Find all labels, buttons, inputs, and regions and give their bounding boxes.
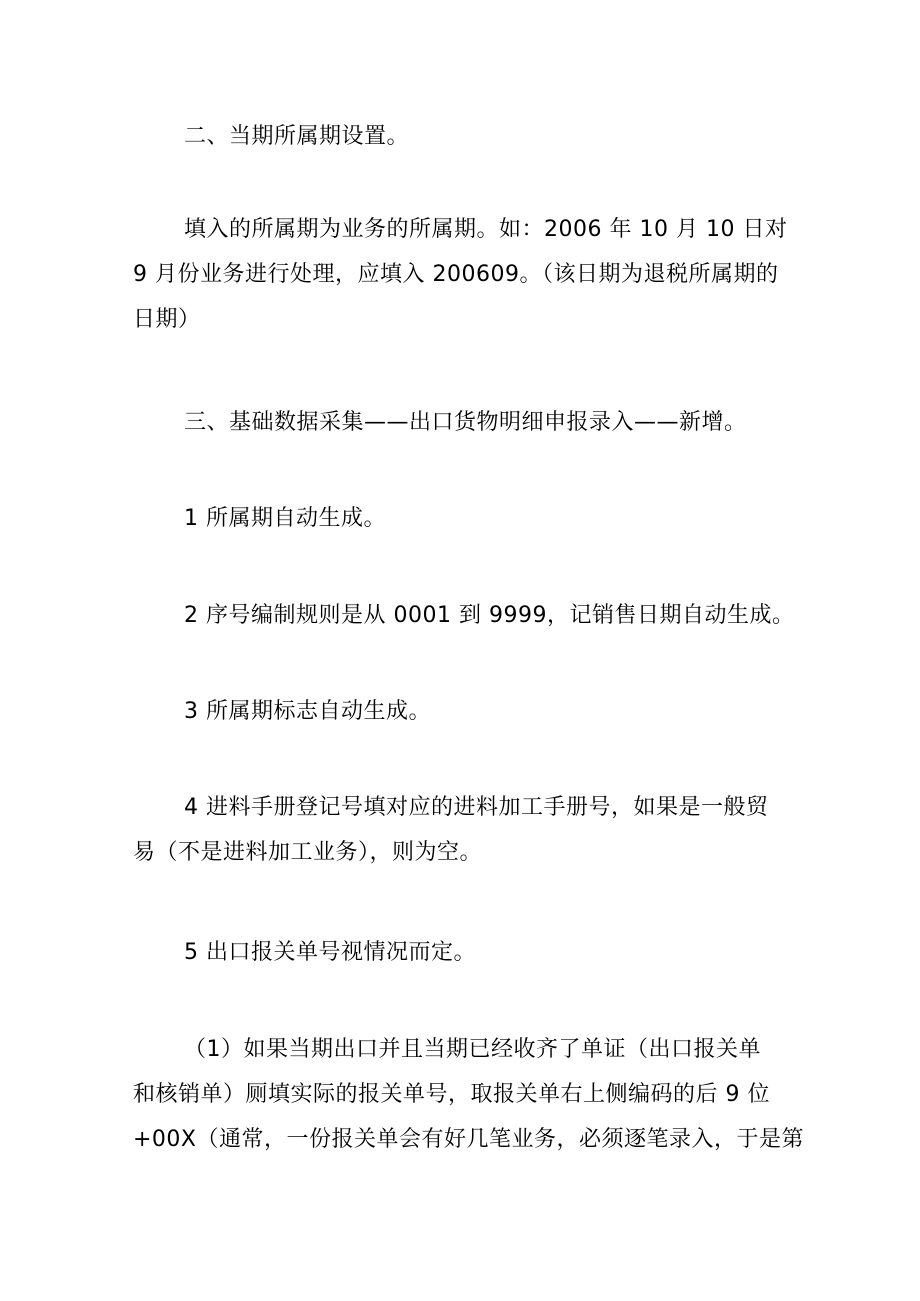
text-line: 易（不是进料加工业务），则为空。 bbox=[133, 840, 483, 865]
section-heading-2 bbox=[133, 114, 793, 159]
list-item-5 bbox=[133, 930, 793, 975]
sub-item-1 bbox=[82, 1027, 805, 1162]
list-item-4 bbox=[82, 785, 802, 875]
text-line: 4 进料手册登记号填对应的进料加工手册号，如果是一般贸 bbox=[184, 795, 769, 820]
text-line: 1 所属期自动生成。 bbox=[184, 506, 386, 531]
text-line: 5 出口报关单号视情况而定。 bbox=[184, 940, 476, 965]
text-line: 和核销单）厕填实际的报关单号，取报关单右上侧编码的后 9 位 bbox=[133, 1082, 770, 1107]
paragraph-period-explanation bbox=[82, 207, 802, 342]
text-line: 2 序号编制规则是从 0001 到 9999，记销售日期自动生成。 bbox=[184, 603, 795, 628]
text-line: +00X（通常，一份报关单会有好几笔业务，必须逐笔录入，于是第 bbox=[133, 1127, 805, 1152]
text-line: 填入的所属期为业务的所属期。如：2006 年 10 月 10 日对 bbox=[184, 217, 788, 242]
text-line: 日期） bbox=[133, 307, 201, 332]
list-item-2 bbox=[133, 593, 793, 638]
section-heading-3 bbox=[133, 400, 793, 445]
text-line: 9 月份业务进行处理，应填入 200609。（该日期为退税所属期的 bbox=[133, 262, 779, 287]
text-line: 二、当期所属期设置。 bbox=[184, 124, 410, 149]
text-line: 三、基础数据采集——出口货物明细申报录入——新增。 bbox=[184, 410, 747, 435]
list-item-1 bbox=[133, 496, 793, 541]
text-line: （1）如果当期出口并且当期已经收齐了单证（出口报关单 bbox=[184, 1037, 761, 1062]
list-item-3 bbox=[133, 689, 793, 734]
text-line: 3 所属期标志自动生成。 bbox=[184, 699, 431, 724]
